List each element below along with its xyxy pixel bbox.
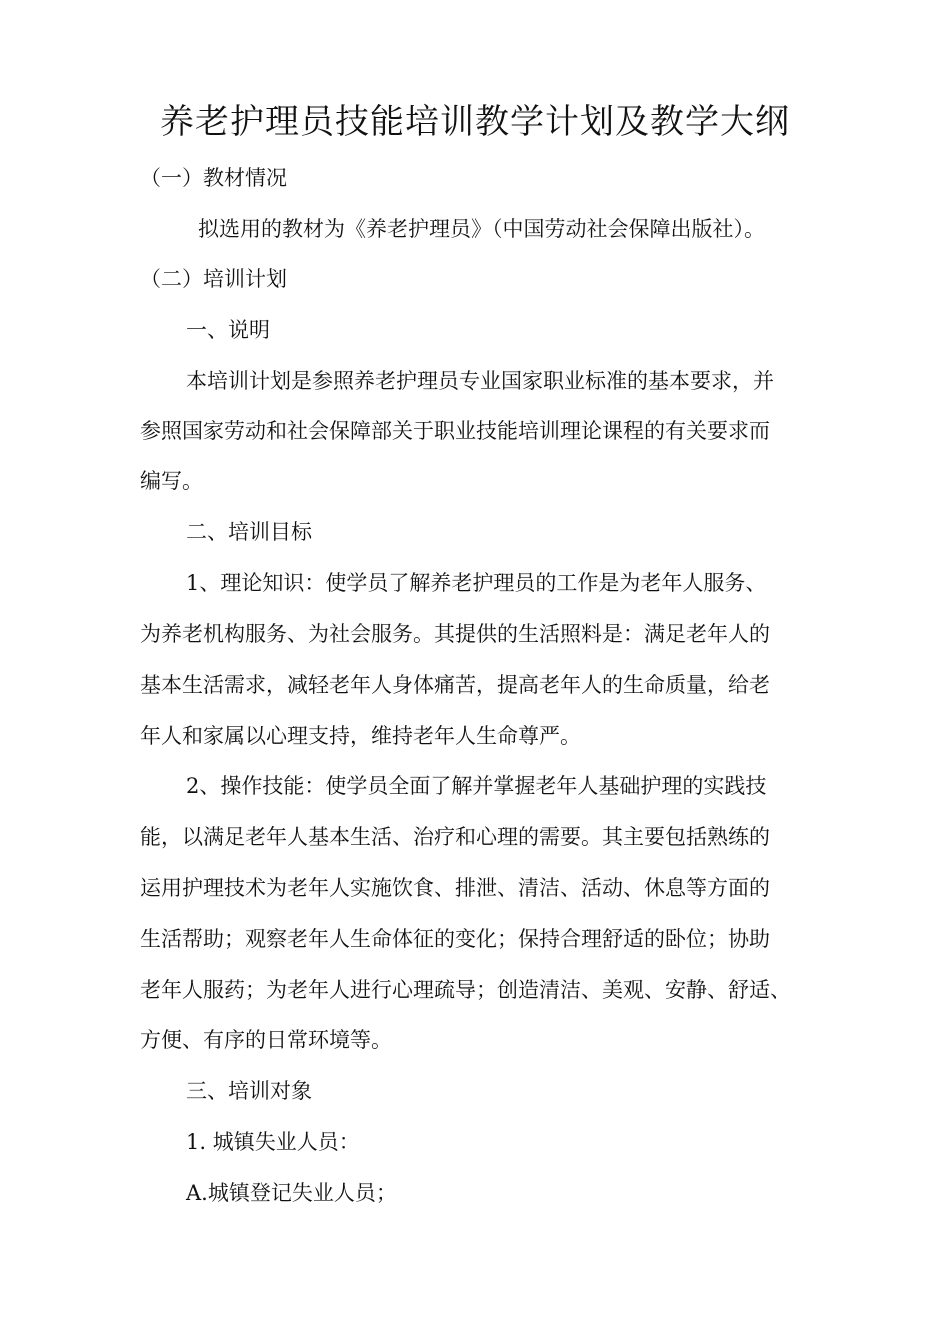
goal-skills-line: 能，以满足老年人基本生活、治疗和心理的需要。其主要包括熟练的	[140, 825, 770, 849]
explanation-line: 本培训计划是参照养老护理员专业国家职业标准的基本要求，并	[186, 369, 774, 393]
explanation-line: 编写。	[140, 469, 203, 493]
goal-theory-line: 1、理论知识：使学员了解养老护理员的工作是为老年人服务、	[186, 571, 767, 595]
section-heading-training-plan: （二）培训计划	[140, 267, 287, 291]
target-subitem: A.城镇登记失业人员；	[186, 1181, 397, 1205]
explanation-line: 参照国家劳动和社会保障部关于职业技能培训理论课程的有关要求而	[140, 419, 770, 443]
goal-skills-line: 老年人服药；为老年人进行心理疏导；创造清洁、美观、安静、舒适、	[140, 978, 791, 1002]
goal-theory-line: 年人和家属以心理支持，维持老年人生命尊严。	[140, 724, 581, 748]
goal-skills-line: 方便、有序的日常环境等。	[140, 1028, 392, 1052]
document-title: 养老护理员技能培训教学计划及教学大纲	[160, 102, 790, 142]
goal-theory-line: 为养老机构服务、为社会服务。其提供的生活照料是：满足老年人的	[140, 622, 770, 646]
goal-theory-line: 基本生活需求，减轻老年人身体痛苦，提高老年人的生命质量，给老	[140, 673, 770, 697]
subheading-training-goals: 二、培训目标	[186, 520, 312, 544]
subheading-training-targets: 三、培训对象	[186, 1079, 312, 1103]
goal-skills-line: 2、操作技能：使学员全面了解并掌握老年人基础护理的实践技	[186, 774, 767, 798]
section-heading-textbook: （一）教材情况	[140, 166, 287, 190]
goal-skills-line: 生活帮助；观察老年人生命体征的变化；保持合理舒适的卧位；协助	[140, 927, 770, 951]
goal-skills-line: 运用护理技术为老年人实施饮食、排泄、清洁、活动、休息等方面的	[140, 876, 770, 900]
target-item: 1. 城镇失业人员：	[186, 1130, 360, 1154]
textbook-paragraph: 拟选用的教材为《养老护理员》（中国劳动社会保障出版社）。	[198, 217, 765, 241]
subheading-explanation: 一、说明	[186, 318, 270, 342]
